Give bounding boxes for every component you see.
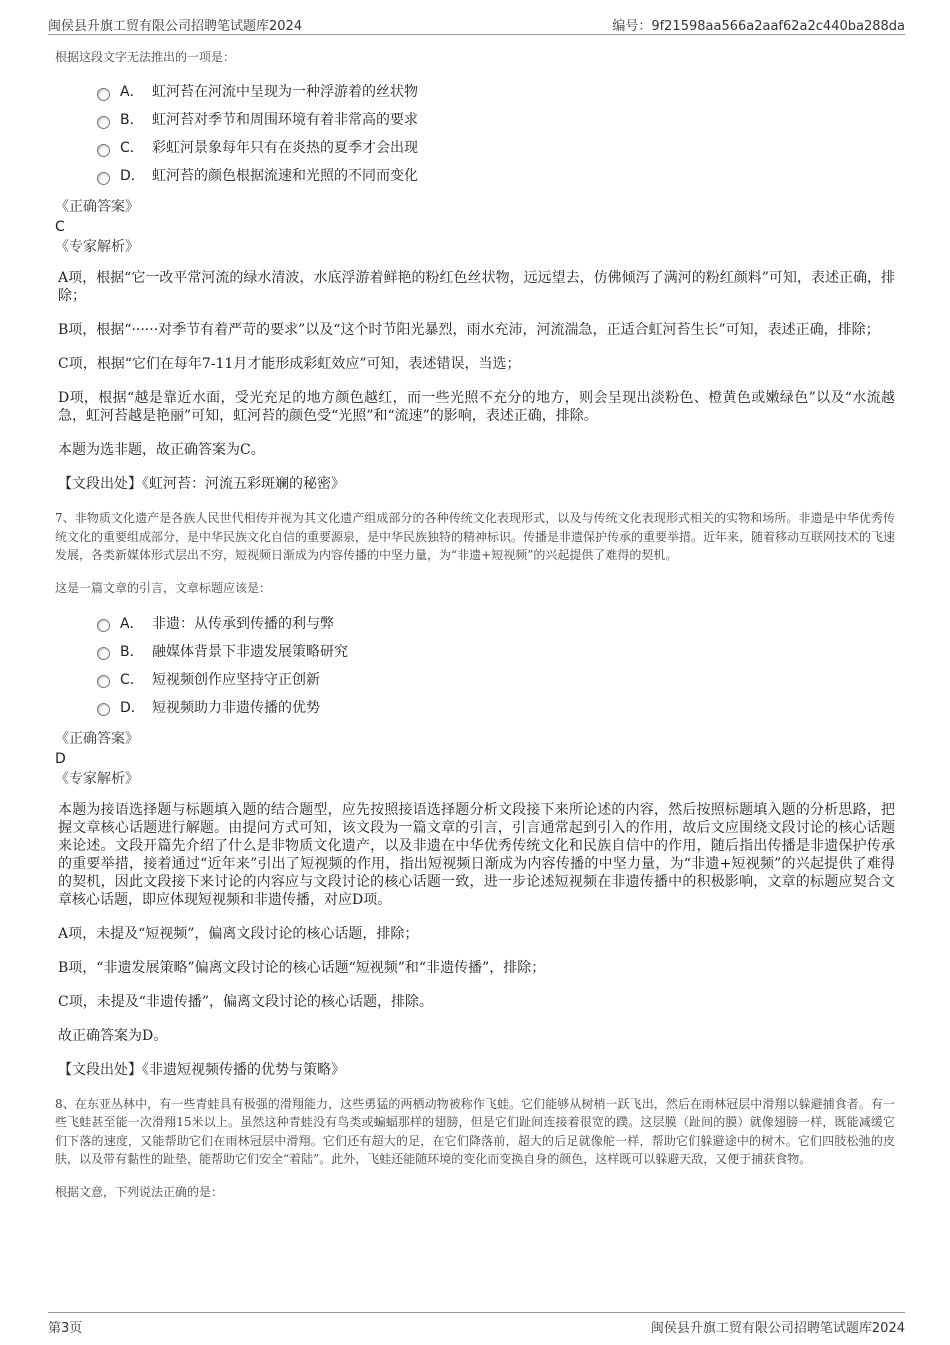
- q7-analysis-b: B项，“非遗发展策略”偏离文段讨论的核心话题“短视频”和“非遗传播”，排除；: [58, 959, 546, 976]
- radio-icon[interactable]: [97, 144, 110, 157]
- q6-source: 【文段出处】《虹河苔：河流五彩斑斓的秘密》: [58, 476, 345, 492]
- q6-analysis-d: D项，根据“越是靠近水面，受光充足的地方颜色越红，而一些光照不充分的地方，则会呈现出淡粉色、橙黄色或嫩绿色”以及“水流越急，虹河苔越是艳丽”可知，虹河苔的颜色受“光照”和“流速”的影响，表述正确，排除。: [58, 390, 895, 424]
- q7-option-d[interactable]: D． 短视频助力非遗传播的优势: [97, 693, 895, 721]
- q6-conclusion: 本题为选非题，故正确答案为C。: [58, 442, 265, 458]
- radio-icon[interactable]: [97, 703, 110, 716]
- q6-analysis-a: A项，根据“它一改平常河流的绿水清波，水底浮游着鲜艳的粉红色丝状物，远远望去，仿佛倾泻了满河的粉红颜料”可知，表述正确，排除；: [58, 270, 895, 304]
- q8-prompt: 根据文意，下列说法正确的是：: [55, 1184, 224, 1199]
- radio-icon[interactable]: [97, 647, 110, 660]
- q6-option-d[interactable]: D． 虹河苔的颜色根据流速和光照的不同而变化: [97, 161, 895, 189]
- q7-option-a[interactable]: A． 非遗：从传承到传播的利与弊: [97, 609, 895, 637]
- radio-icon[interactable]: [97, 675, 110, 688]
- page-footer: [48, 1312, 905, 1335]
- q6-answer: C: [55, 219, 65, 235]
- q7-options: [97, 609, 895, 721]
- q7-analysis-main: 本题为接语选择题与标题填入题的结合题型，应先按照接语选择题分析文段接下来所论述的内容，然后按照标题填入题的分析思路，把握文章核心话题进行解题。由提问方式可知，该文段为一篇文章的引言，引言通常起到引入的作用，故后文应围绕文段讨论的核心话题来论述。文段开篇先介绍了什么是非物质文化遗产，以及非遗在中华优秀传统文化和民族自信中的作用，随后指出传播是非遗保护传承的重要举措，接着通过“近年来”引出了短视频的作用，指出短视频日渐成为内容传播的中坚力量，为“非遗+短视频”的兴起提供了难得的契机，因此文段接下来讨论的内容应与文段讨论的核心话题一致，进一步论述短视频在非遗传播中的积极影响，文章的标题应契合文章核心话题，即应体现短视频和非遗传播，对应D项。: [58, 801, 895, 908]
- radio-icon[interactable]: [97, 619, 110, 632]
- page-content: [55, 45, 895, 1201]
- q7-analysis-label: 《专家解析》: [55, 770, 139, 787]
- q7-prompt: 这是一篇文章的引言，文章标题应该是：: [55, 580, 272, 595]
- header-code: 编号：9f21598aa566a2aaf62a2c440ba288da: [612, 19, 905, 34]
- q6-analysis-label: 《专家解析》: [55, 239, 139, 255]
- q6-analysis-c: C项，根据“它们在每年7-11月才能形成彩虹效应”可知，表述错误，当选；: [58, 356, 521, 372]
- radio-icon[interactable]: [97, 172, 110, 185]
- q7-analysis-a: A项，未提及“短视频”，偏离文段讨论的核心话题，排除；: [58, 925, 419, 942]
- q6-prompt: 根据这段文字无法推出的一项是：: [55, 50, 236, 64]
- radio-icon[interactable]: [97, 116, 110, 129]
- q6-options: [97, 77, 895, 189]
- footer-page-number: 第3页: [48, 1321, 83, 1336]
- q7-answer: D: [55, 750, 66, 767]
- q7-conclusion: 故正确答案为D。: [58, 1027, 168, 1044]
- footer-title: 闽侯县升旗工贸有限公司招聘笔试题库2024: [650, 1321, 905, 1336]
- q7-text: 7、非物质文化遗产是各族人民世代相传并视为其文化遗产组成部分的各种传统文化表现形式，以及与传统文化表现形式相关的实物和场所。非遗是中华优秀传统文化的重要组成部分，是中华民族文化自信的重要源泉，是中华民族独特的精神标识。传播是非遗保护传承的重要举措。近年来，随着移动互联网技术的飞速发展，各类新媒体形式层出不穷，短视频日渐成为内容传播的中坚力量，为“非遗+短视频”的兴起提供了难得的契机。: [55, 511, 896, 562]
- q7-option-b[interactable]: B． 融媒体背景下非遗发展策略研究: [97, 637, 895, 665]
- q6-analysis-b: B项，根据“······对季节有着严苛的要求”以及“这个时节阳光暴烈，雨水充沛，河流湍急，正适合虹河苔生长”可知，表述正确，排除；: [58, 322, 880, 338]
- q7-analysis-c: C项，未提及“非遗传播”，偏离文段讨论的核心话题，排除。: [58, 993, 434, 1010]
- q8-text: 8、在东亚丛林中，有一些青蛙具有极强的滑翔能力，这些勇猛的两栖动物被称作飞蛙。它们能够从树梢一跃飞出，然后在雨林冠层中滑翔以躲避捕食者。有一些飞蛙甚至能一次滑翔15米以上。虽然这种青蛙没有鸟类或蝙蝠那样的翅膀，但是它们趾间连接着很宽的蹼。这层膜（趾间的膜）就像翅膀一样，既能减缓它们下落的速度，又能帮助它们在雨林冠层中滑翔。它们还有超大的足，在它们降落前，超大的后足就像舵一样，帮助它们躲避途中的树木。它们四肢松弛的皮肤，以及带有黏性的趾垫，能帮助它们安全“着陆”。此外，飞蛙还能随环境的变化而变换自身的颜色，这样既可以躲避天敌，又便于捕获食物。: [55, 1096, 895, 1166]
- page-header: [48, 12, 905, 35]
- q7-source: 【文段出处】《非遗短视频传播的优势与策略》: [58, 1061, 345, 1078]
- q7-option-c[interactable]: C． 短视频创作应坚持守正创新: [97, 665, 895, 693]
- q6-option-a[interactable]: A． 虹河苔在河流中呈现为一种浮游着的丝状物: [97, 77, 895, 105]
- q7-answer-label: 《正确答案》: [55, 730, 139, 747]
- header-title: 闽侯县升旗工贸有限公司招聘笔试题库2024: [48, 19, 303, 34]
- q6-answer-label: 《正确答案》: [55, 199, 139, 215]
- q6-option-c[interactable]: C． 彩虹河景象每年只有在炎热的夏季才会出现: [97, 133, 895, 161]
- radio-icon[interactable]: [97, 88, 110, 101]
- q6-option-b[interactable]: B． 虹河苔对季节和周围环境有着非常高的要求: [97, 105, 895, 133]
